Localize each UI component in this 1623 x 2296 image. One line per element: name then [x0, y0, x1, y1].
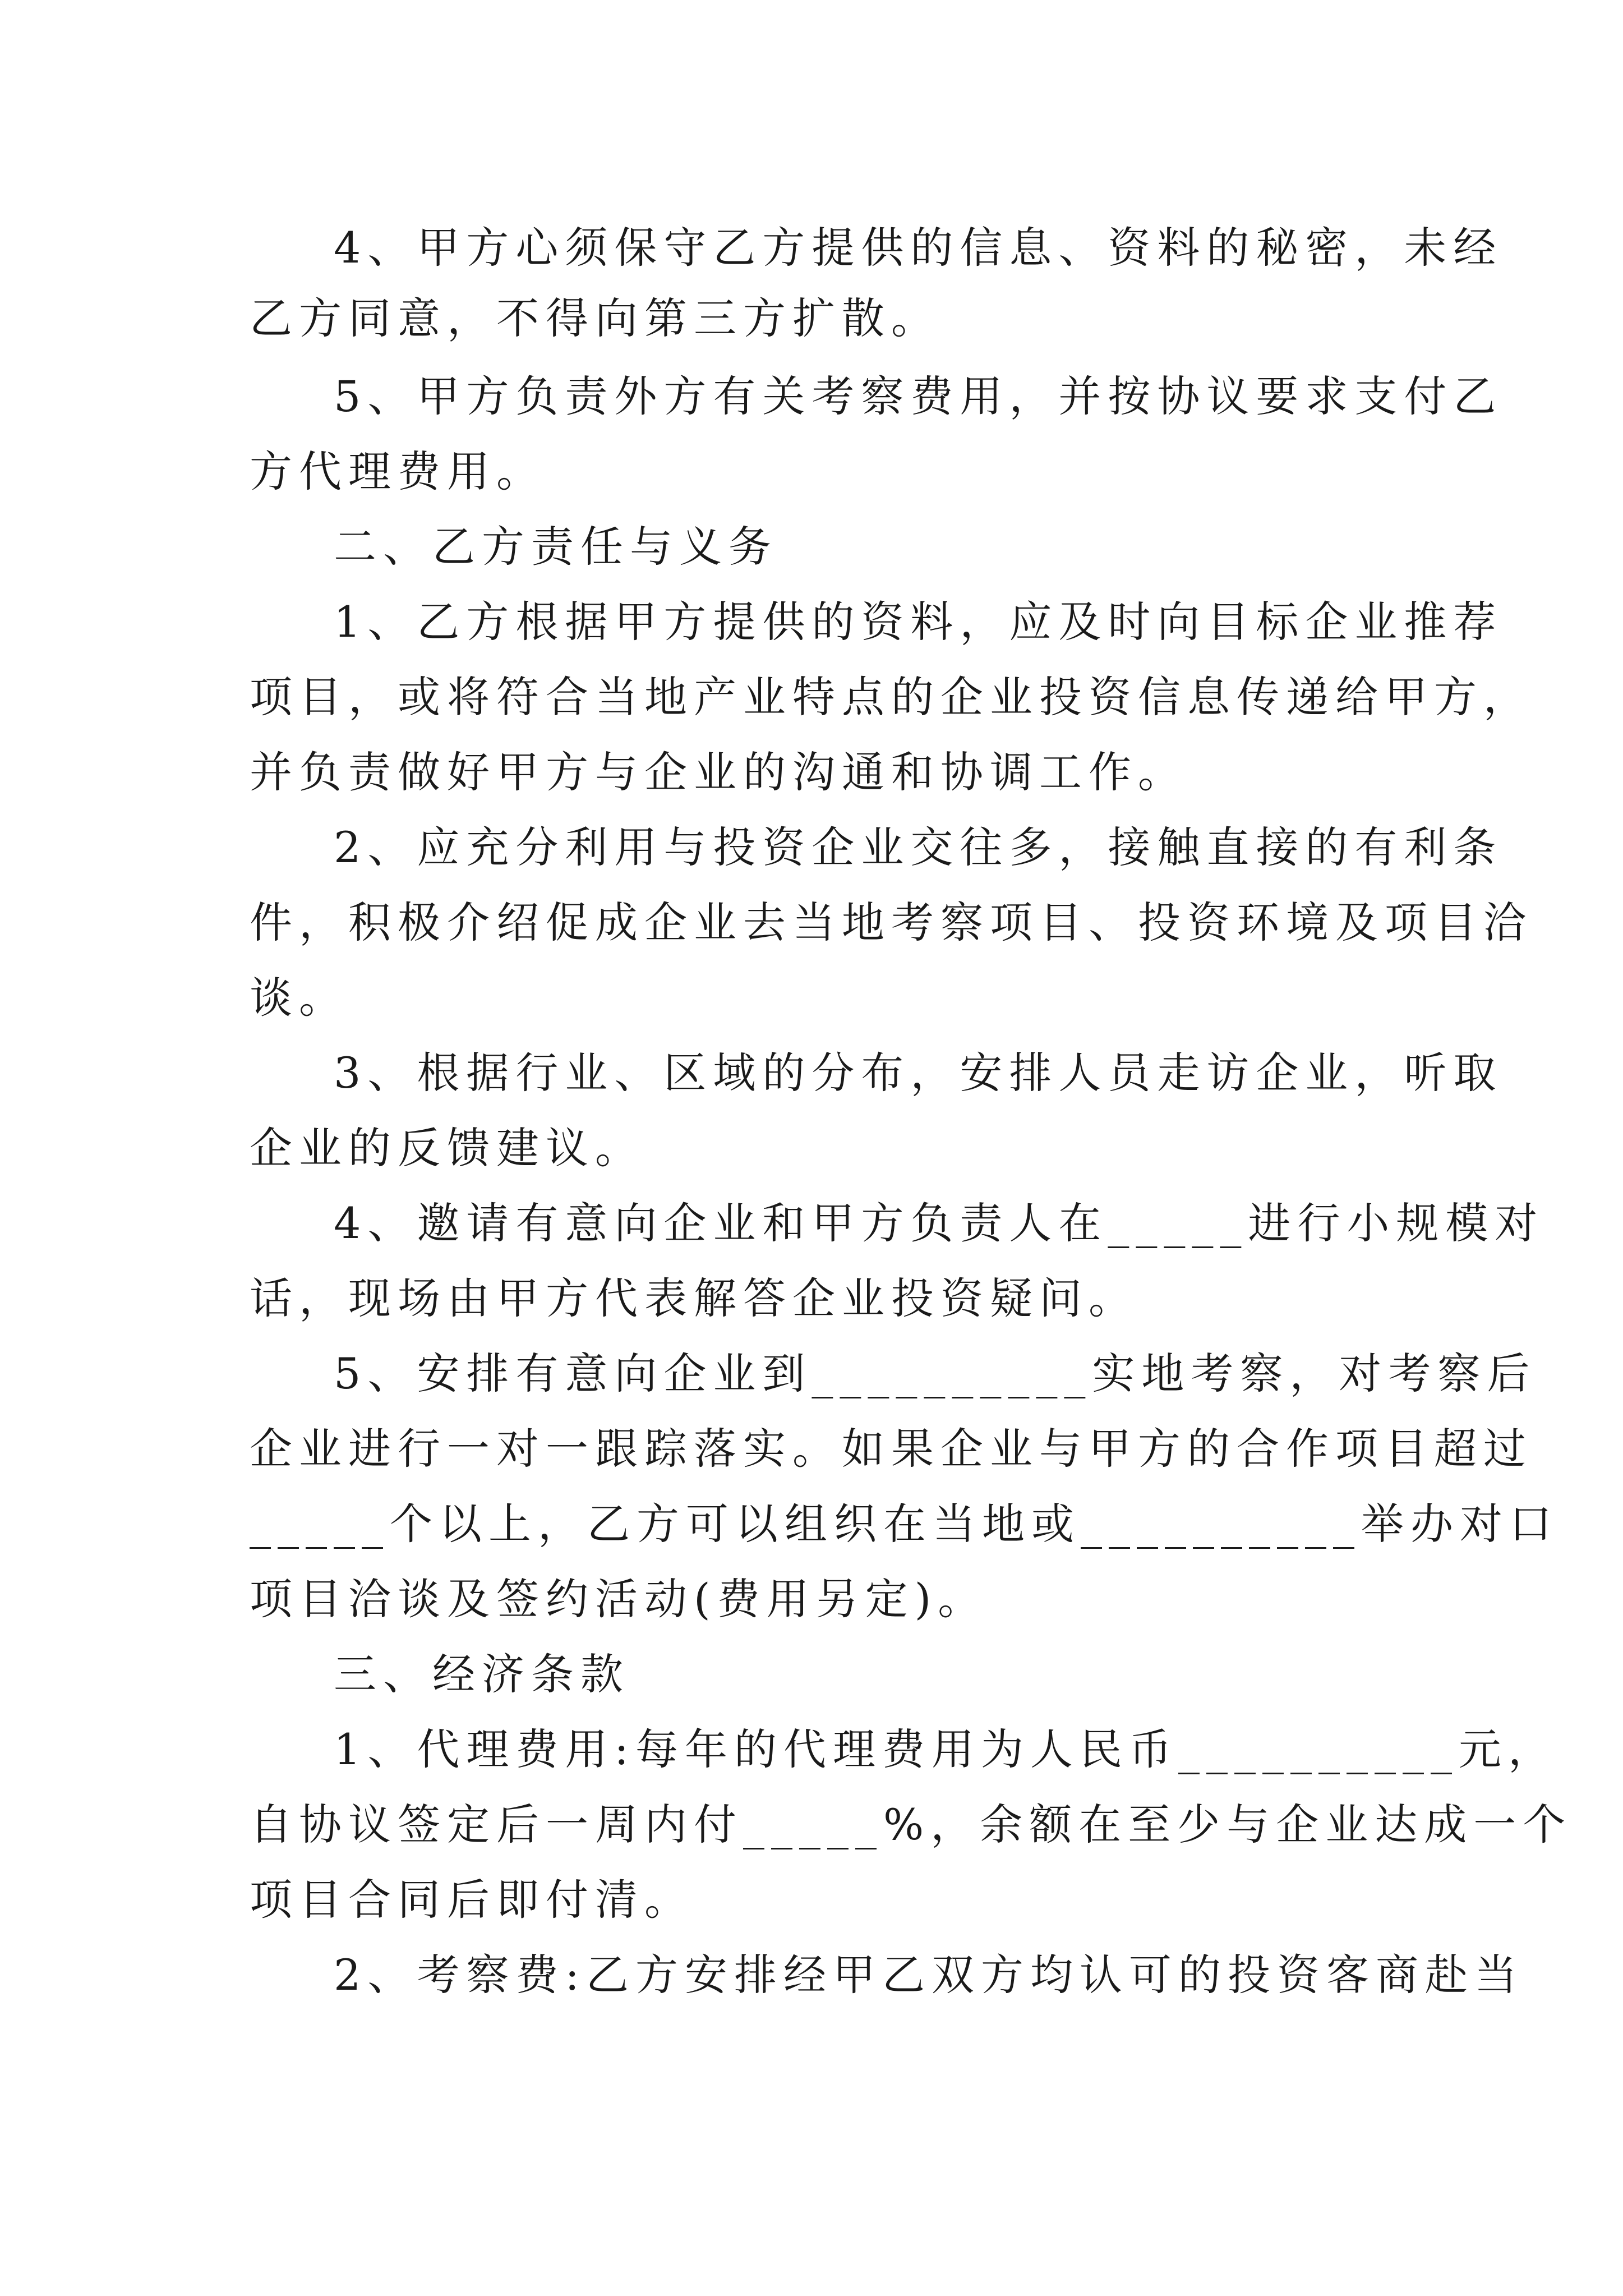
text-line: 2、考察费:乙方安排经甲乙双方均认可的投资客商赴当: [334, 1950, 1524, 2000]
text-line: 4、甲方心须保守乙方提供的信息、资料的秘密，未经: [334, 223, 1503, 273]
text-line: 4、邀请有意向企业和甲方负责人在_____进行小规模对: [334, 1198, 1544, 1248]
section-heading: 三、经济条款: [334, 1649, 630, 1699]
text-line: 并负责做好甲方与企业的沟通和协调工作。: [250, 747, 1187, 797]
text-line: 项目合同后即付清。: [250, 1875, 694, 1925]
text-line: _____个以上，乙方可以组织在当地或__________举办对口: [250, 1499, 1559, 1549]
text-line: 5、安排有意向企业到__________实地考察，对考察后: [334, 1349, 1537, 1398]
section-heading: 二、乙方责任与义务: [334, 522, 778, 572]
text-line: 谈。: [250, 973, 348, 1023]
text-line: 1、乙方根据甲方提供的资料，应及时向目标企业推荐: [334, 597, 1503, 647]
text-line: 方代理费用。: [250, 447, 546, 496]
text-line: 企业进行一对一跟踪落实。如果企业与甲方的合作项目超过: [250, 1424, 1533, 1474]
text-line: 5、甲方负责外方有关考察费用，并按协议要求支付乙: [334, 371, 1503, 421]
text-line: 2、应充分利用与投资企业交往多，接触直接的有利条: [334, 822, 1503, 872]
text-line: 企业的反馈建议。: [250, 1123, 644, 1173]
text-line: 项目洽谈及签约活动(费用另定)。: [250, 1574, 988, 1624]
text-line: 项目，或将符合当地产业特点的企业投资信息传递给甲方，: [250, 672, 1533, 722]
text-line: 话，现场由甲方代表解答企业投资疑问。: [250, 1273, 1138, 1323]
text-line: 3、根据行业、区域的分布，安排人员走访企业，听取: [334, 1048, 1503, 1098]
text-line: 乙方同意，不得向第三方扩散。: [250, 293, 940, 343]
text-line: 1、代理费用:每年的代理费用为人民币__________元，: [334, 1724, 1557, 1774]
text-line: 件，积极介绍促成企业去当地考察项目、投资环境及项目洽: [250, 898, 1533, 947]
text-line: 自协议签定后一周内付_____%，余额在至少与企业达成一个: [250, 1800, 1573, 1849]
